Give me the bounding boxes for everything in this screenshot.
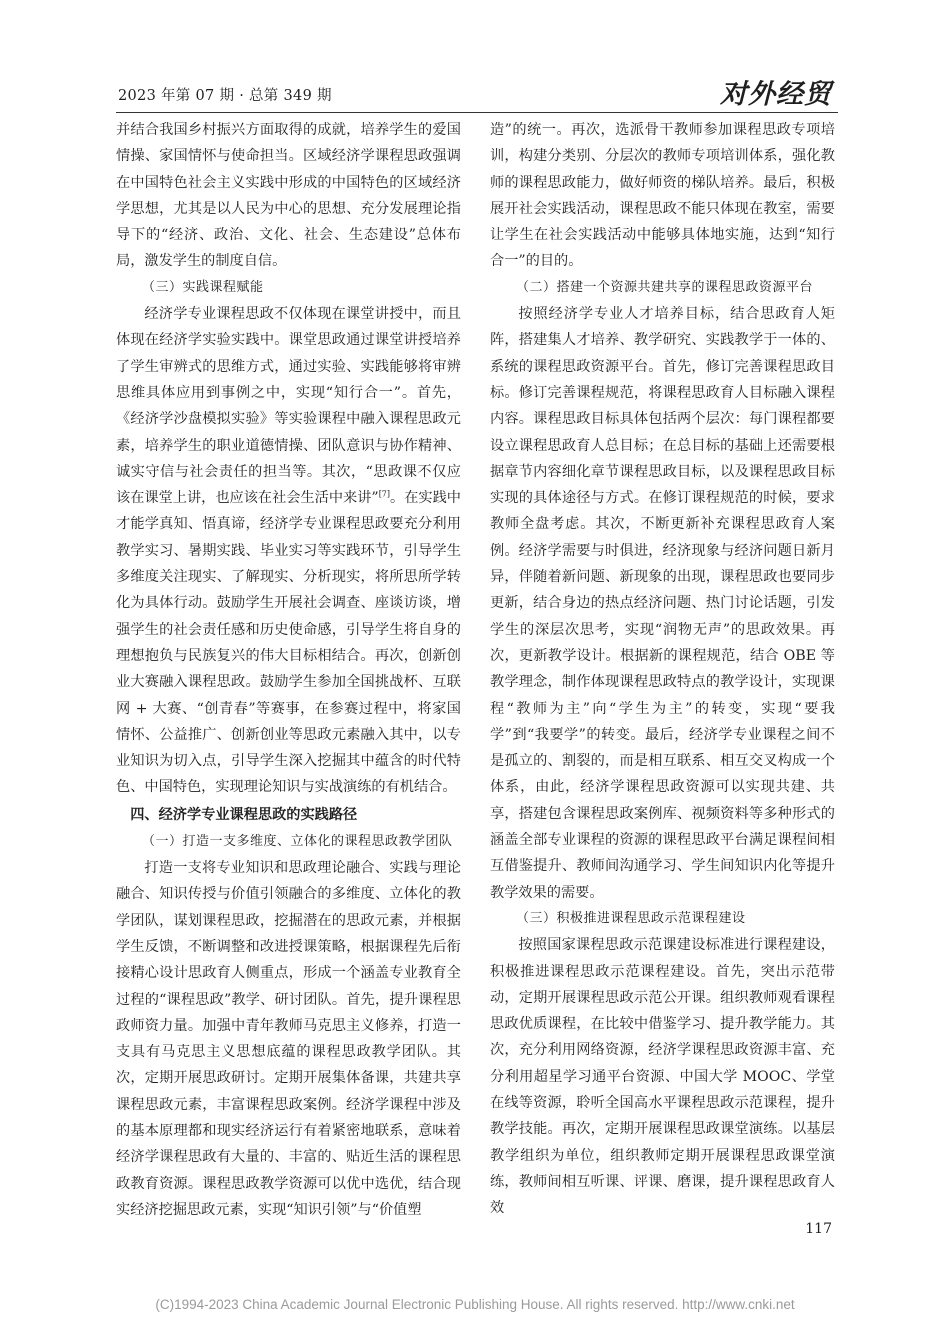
paragraph-teaching-team: 打造一支将专业知识和思政理论融合、实践与理论融合、知识传授与价值引领融合的多维度、立体化的教学团队，谋划课程思政，挖掘潜在的思政元素，并根据学生反馈，不断调整和改进授课策略，根据课程先后衔接精心设计思政育人侧重点，形成一个涵盖专业教育全过程的“课程思政”教学、研讨团队。首先，提升课程思政师资力量。加强中青年教师马克思主义修养，打造一支具有马克思主义思想底蕴的课程思政教学团队。其次，定期开展思政研讨。定期开展集体备课，共建共享课程思政元素，丰富课程思政案例。经济学课程中涉及的基本原理都和现实经济运行有着紧密地联系，意味着经济学课程思政有大量的、丰富的、贴近生活的课程思政教育资源。课程思政教学资源可以优中选优，结合现实经济挖掘思政元素，实现“知识引领”与“价值塑 [116,860,461,1218]
paragraph-continued: 并结合我国乡村振兴方面取得的成就，培养学生的爱国情操、家国情怀与使命担当。区域经济学课程思政强调在中国特色社会主义实践中形成的中国特色的区域经济学思想，尤其是以人民为中心的思想、充分发展理论指导下的“经济、政治、文化、社会、生态建设”总体布局，激发学生的制度自信。 [116,122,461,270]
page-number: 117 [805,1221,832,1237]
subheading-practice-courses: （三）实践课程赋能 [142,279,264,295]
section-heading-4: 四、经济学专业课程思政的实践路径 [130,806,358,823]
paragraph-resource-platform: 按照经济学专业人才培养目标，结合思政育人矩阵，搭建集人才培养、教学研究、实践教学于一体的、系统的课程思政资源平台。首先，修订完善课程思政目标。修订完善课程规范，将课程思政育人目标融入课程内容。课程思政目标具体包括两个层次：每门课程都要设立课程思政育人总目标；在总目标的基础上还需要根据章节内容细化章节课程思政目标，以及课程思政目标实现的具体途径与方式。在修订课程规范的时候，要求教师全盘考虑。其次，不断更新补充课程思政育人案例。经济学需要与时俱进，经济现象与经济问题日新月异，伴随着新问题、新现象的出现，课程思政也要同步更新，结合身边的热点经济问题、热门讨论话题，引发学生的深层次思考，实现“润物无声”的思政效果。再次，更新教学设计。根据新的课程规范，结合 OBE 等教学理念，制作体现课程思政特点的教学设计，实现课程“教师为主”向“学生为主”的转变，实现“要我学”到“我要学”的转变。最后，经济学专业课程之间不是孤立的、割裂的，而是相互联系、相互交叉构成一个体系，由此，经济学课程思政资源可以实现共建、共享，搭建包含课程思政案例库、视频资料等多种形式的涵盖全部专业课程的资源的课程思政平台满足课程间相互借鉴提升、教师间沟通学习、学生间知识内化等提升教学效果的需要。 [490,306,835,901]
left-column [116,117,461,1223]
subheading-teaching-team: （一）打造一支多维度、立体化的课程思政教学团队 [142,833,453,849]
right-column [490,117,835,1221]
header-issue: 2023 年第 07 期 · 总第 349 期 [118,88,332,104]
paragraph-practice [116,301,461,801]
paragraph-practice-part1: 经济学专业课程思政不仅体现在课堂讲授中，而且体现在经济学实验实践中。课堂思政通过课堂讲授培养了学生审辨式的思维方式，通过实验、实践能够将审辨思维具体应用到事例之中，实现“知行合一”。首先，《经济学沙盘模拟实验》等实验课程中融入课程思政元素，培养学生的职业道德情操、团队意识与协作精神、诚实守信与社会责任的担当等。其次，“思政课不仅应该在课堂上讲，也应该在社会生活中来讲” [116,306,461,507]
paragraph-continued-right: 造”的统一。再次，选派骨干教师参加课程思政专项培训，构建分类别、分层次的教师专项培训体系，强化教师的课程思政能力，做好师资的梯队培养。最后，积极展开社会实践活动，课程思政不能只体现在教室，需要让学生在社会实践活动中能够具体地实施，达到“知行合一”的目的。 [490,122,835,270]
copyright-footer: (C)1994-2023 China Academic Journal Electronic Publishing House. All rights reserved. http://www.cnki.net [155,1297,795,1312]
subheading-resource-platform: （二）搭建一个资源共建共享的课程思政资源平台 [516,279,814,295]
journal-title: 对外经贸 [720,79,832,110]
paragraph-demo-courses: 按照国家课程思政示范课建设标准进行课程建设，积极推进课程思政示范课程建设。首先，突出示范带动，定期开展课程思政示范公开课。组织教师观看课程思政优质课程，在比较中借鉴学习、提升教学能力。其次，充分利用网络资源，经济学课程思政资源丰富、充分利用超星学习通平台资源、中国大学 MOOC、学堂在线等资源，聆听全国高水平课程思政示范课程，提升教学技能。再次，定期开展课程思政课堂演练。以基层教学组织为单位，组织教师定期开展课程思政课堂演练，教师间相互听课、评课、磨课，提升课程思政育人效 [490,937,835,1217]
subheading-demo-courses: （三）积极推进课程思政示范课程建设 [516,910,746,926]
paragraph-practice-part2: 。在实践中才能学真知、悟真谛，经济学专业课程思政要充分利用教学实习、暑期实践、毕业实习等实践环节，引导学生多维度关注现实、了解现实、分析现实，将所思所学转化为具体行动。鼓励学生开展社会调查、座谈访谈，增强学生的社会责任感和历史使命感，引导学生将自身的理想抱负与民族复兴的伟大目标相结合。再次，创新创业大赛融入课程思政。鼓励学生参加全国挑战杯、互联网 + 大赛、“创青春”等赛事，在参赛过程中，将家国情怀、公益推广、创新创业等思政元素融入其中，以专业知识为切入点，引导学生深入挖掘其中蕴含的时代特色、中国特色，实现理论知识与实战演练的有机结合。 [116,490,461,796]
citation-ref-7: [7] [378,489,391,499]
header-rule [116,112,838,113]
